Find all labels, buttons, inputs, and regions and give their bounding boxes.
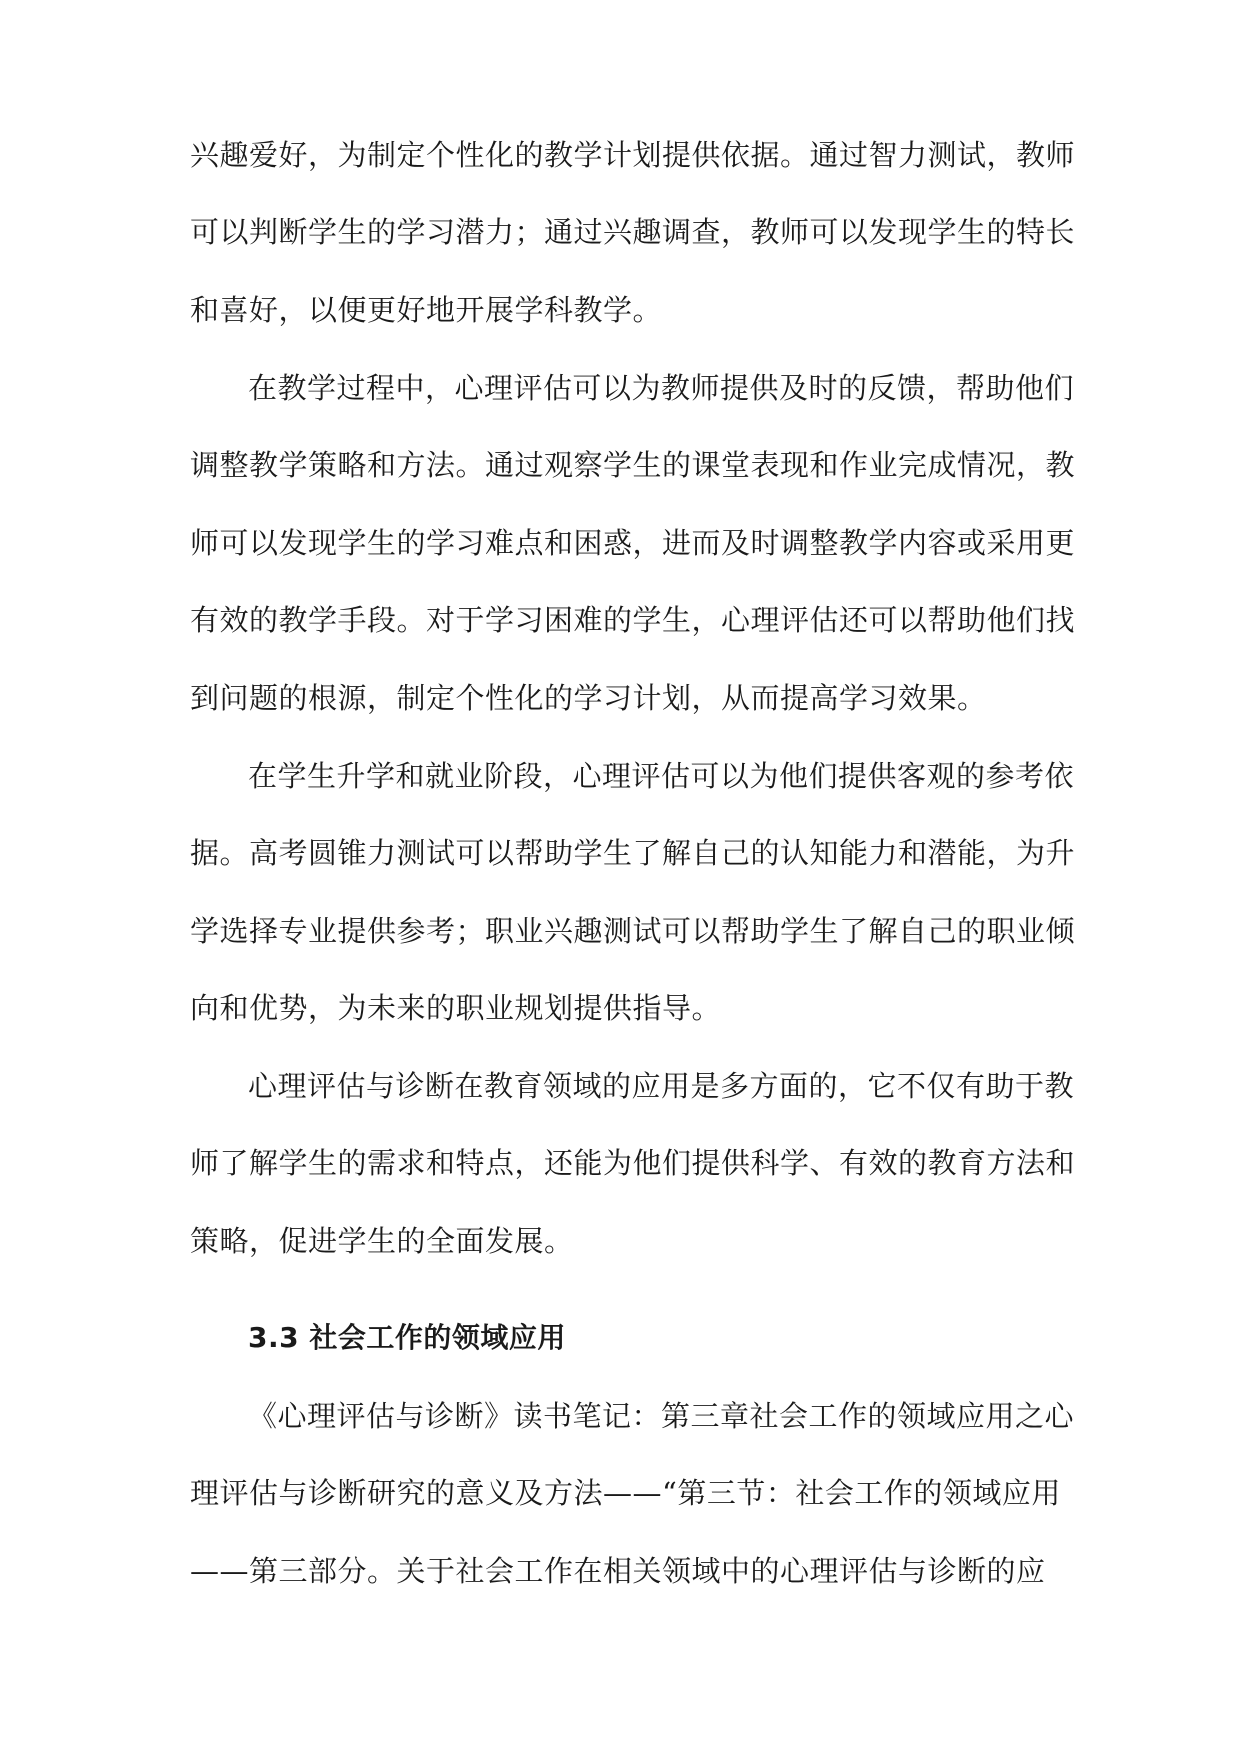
paragraph-4-line-2: 师了解学生的需求和特点，还能为他们提供科学、有效的教育方法和 — [190, 1146, 1076, 1180]
final-paragraph-line-2: 理评估与诊断研究的意义及方法——“第三节：社会工作的领域应用 — [190, 1476, 1061, 1510]
section-heading: 3.3 社会工作的领域应用 — [248, 1321, 566, 1354]
paragraph-1-line-2: 可以判断学生的学习潜力；通过兴趣调查，教师可以发现学生的特长 — [190, 215, 1076, 249]
paragraph-1-line-3: 和喜好，以便更好地开展学科教学。 — [190, 293, 663, 327]
paragraph-3-line-1: 在学生升学和就业阶段，心理评估可以为他们提供客观的参考依 — [248, 759, 1075, 793]
paragraph-2-line-4: 有效的教学手段。对于学习困难的学生，心理评估还可以帮助他们找 — [190, 603, 1076, 637]
paragraph-3-line-3: 学选择专业提供参考；职业兴趣测试可以帮助学生了解自己的职业倾 — [190, 914, 1076, 948]
final-paragraph-line-1: 《心理评估与诊断》读书笔记：第三章社会工作的领域应用之心 — [248, 1399, 1075, 1433]
paragraph-3-line-4: 向和优势，为未来的职业规划提供指导。 — [190, 991, 722, 1025]
final-paragraph-line-3: ——第三部分。关于社会工作在相关领域中的心理评估与诊断的应 — [190, 1554, 1046, 1588]
paragraph-1-line-1: 兴趣爱好，为制定个性化的教学计划提供依据。通过智力测试，教师 — [190, 138, 1076, 172]
paragraph-4-line-3: 策略，促进学生的全面发展。 — [190, 1224, 574, 1258]
paragraph-2-line-1: 在教学过程中，心理评估可以为教师提供及时的反馈，帮助他们 — [248, 371, 1075, 405]
paragraph-3-line-2: 据。高考圆锥力测试可以帮助学生了解自己的认知能力和潜能，为升 — [190, 836, 1076, 870]
paragraph-2-line-2: 调整教学策略和方法。通过观察学生的课堂表现和作业完成情况，教 — [190, 448, 1076, 482]
paragraph-4-line-1: 心理评估与诊断在教育领域的应用是多方面的，它不仅有助于教 — [248, 1069, 1075, 1103]
paragraph-2-line-5: 到问题的根源，制定个性化的学习计划，从而提高学习效果。 — [190, 681, 987, 715]
paragraph-2-line-3: 师可以发现学生的学习难点和困惑，进而及时调整教学内容或采用更 — [190, 526, 1076, 560]
